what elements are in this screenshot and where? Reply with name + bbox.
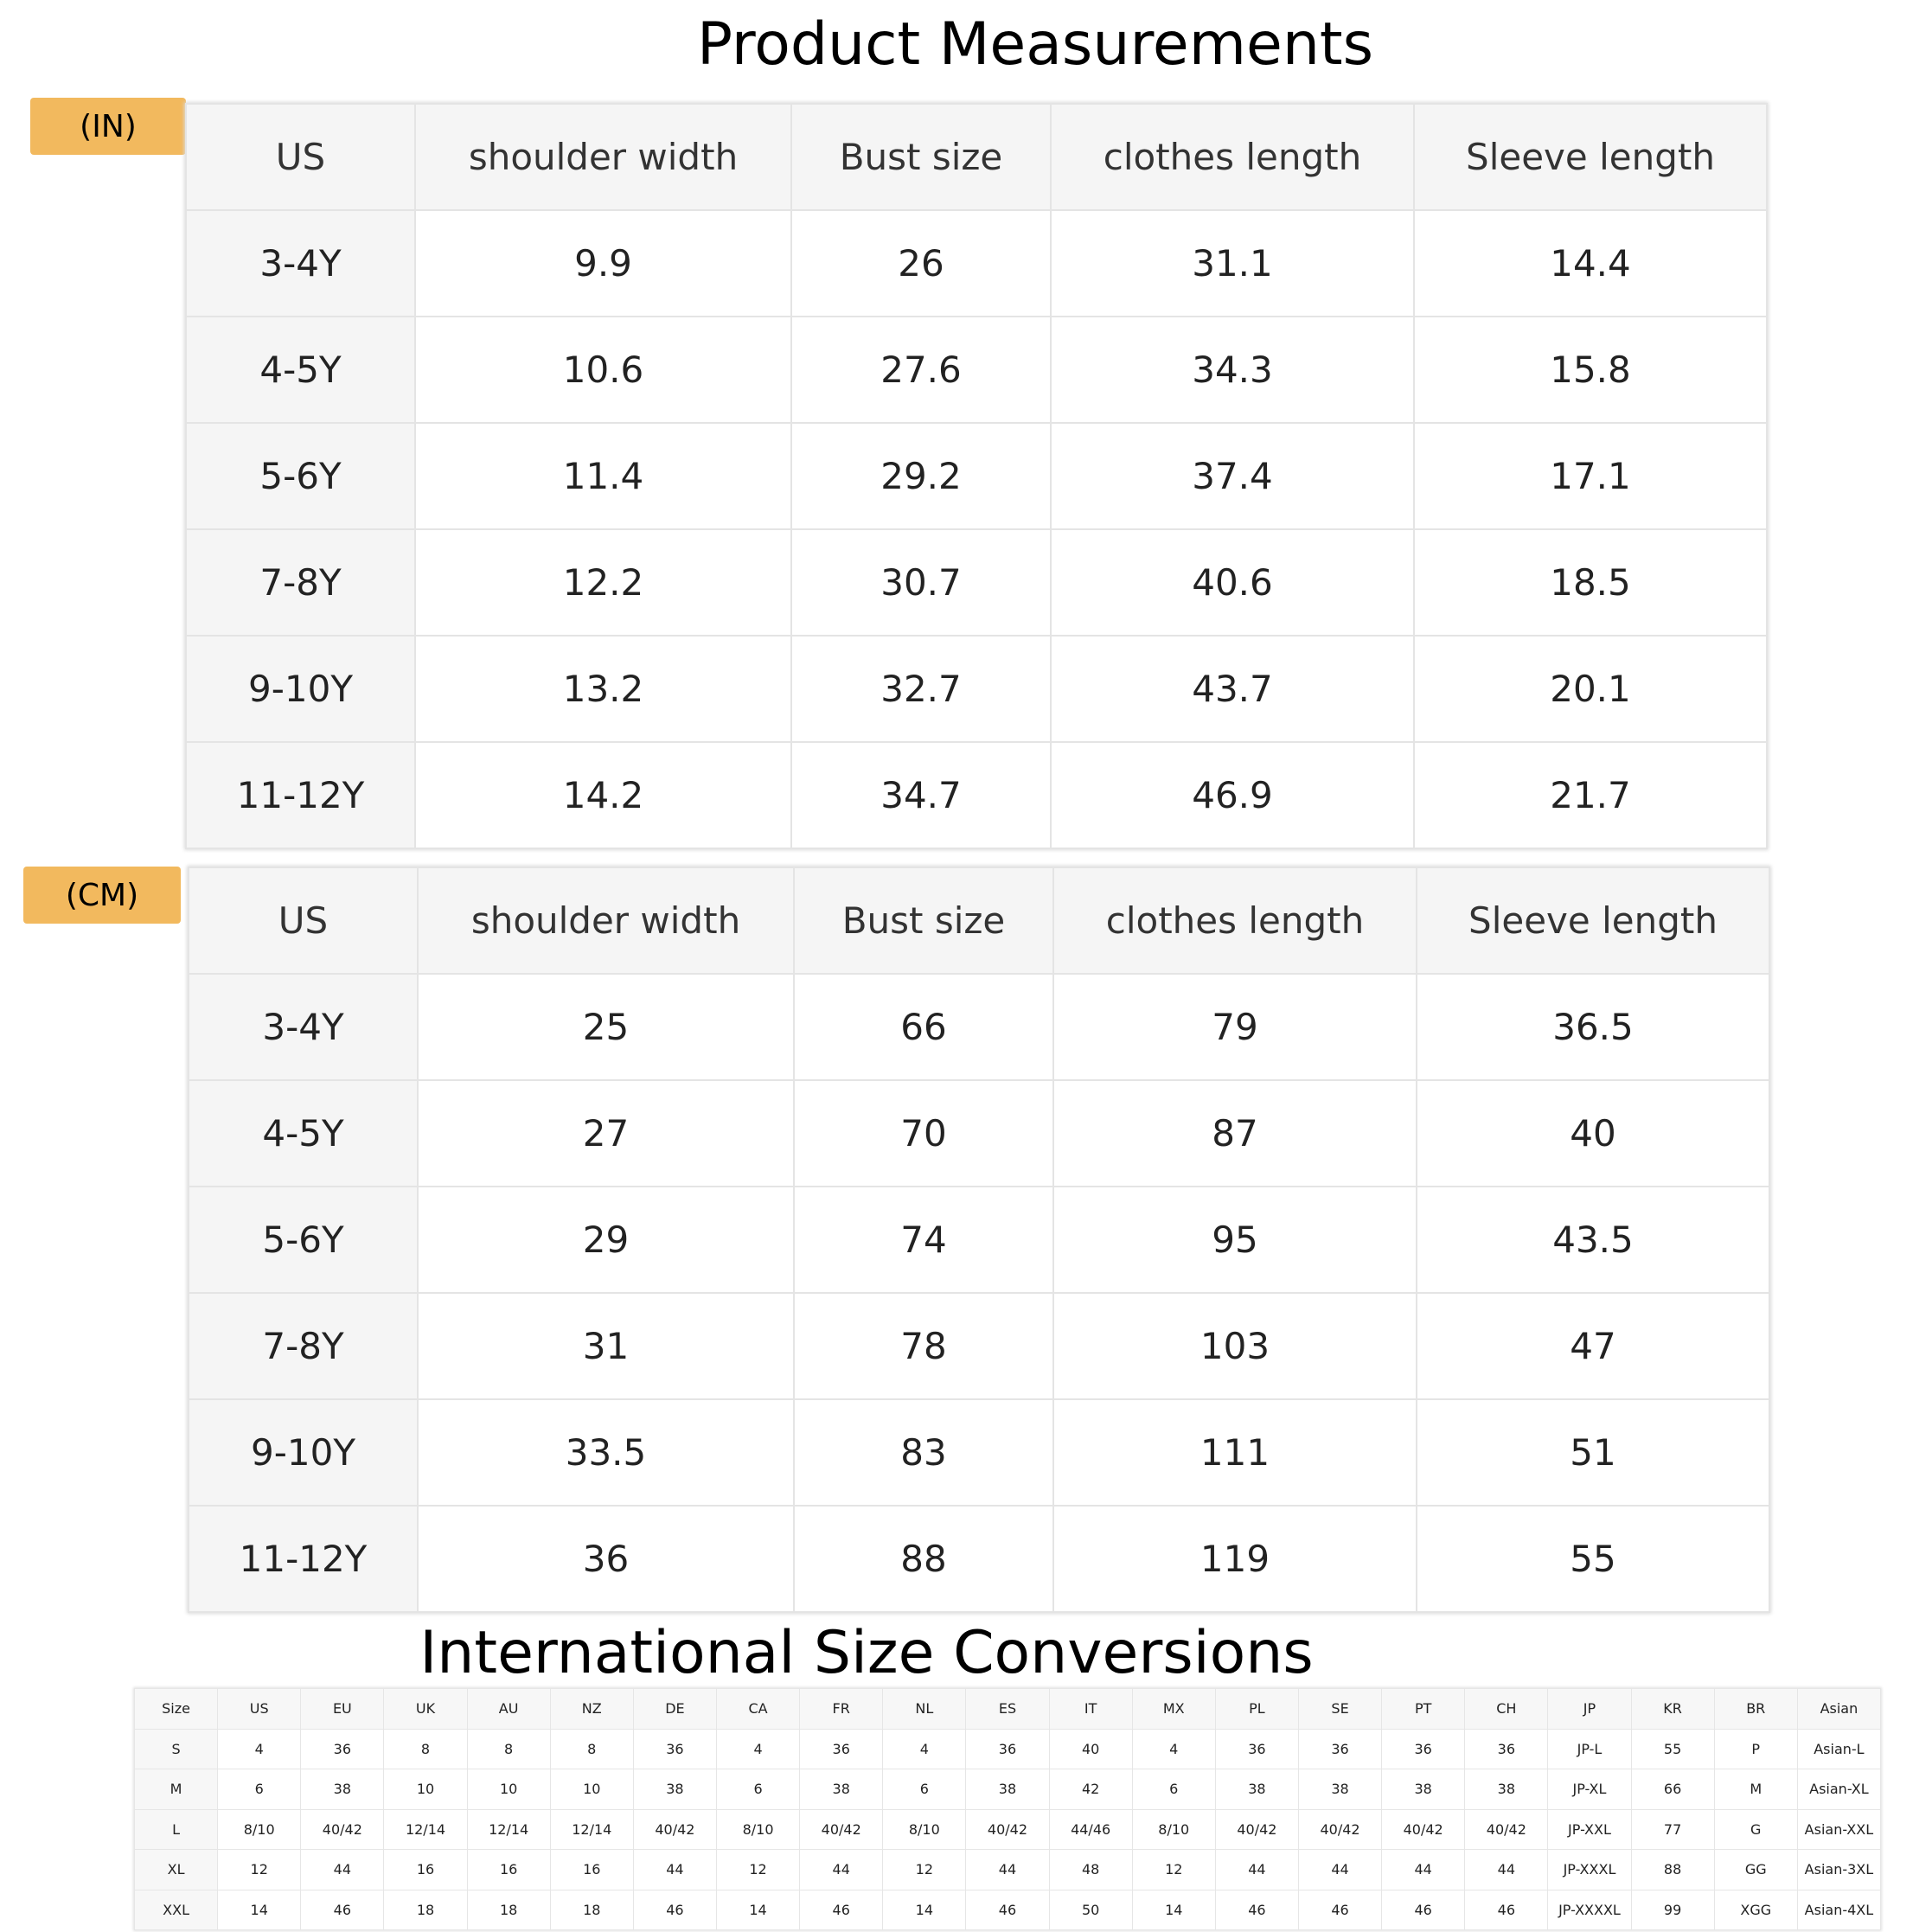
conversion-value-cell: 4 bbox=[1132, 1729, 1215, 1769]
conversion-value-cell: 36 bbox=[633, 1729, 716, 1769]
conversion-value-cell: 4 bbox=[883, 1729, 966, 1769]
cm-size-cell: 5-6Y bbox=[189, 1187, 418, 1293]
page-title: Product Measurements bbox=[696, 10, 1374, 79]
conversion-value-cell: 14 bbox=[218, 1890, 301, 1930]
cm-table-row bbox=[189, 974, 1769, 1080]
conversion-value-cell: 88 bbox=[1631, 1850, 1714, 1890]
cm-size-cell: 11-12Y bbox=[189, 1506, 418, 1612]
cm-value-cell: 33.5 bbox=[418, 1399, 794, 1506]
conversion-value-cell: 36 bbox=[1465, 1729, 1548, 1769]
cm-value-cell: 66 bbox=[794, 974, 1053, 1080]
size-conversion-table bbox=[134, 1688, 1881, 1930]
cm-value-cell: 78 bbox=[794, 1293, 1053, 1399]
conversion-value-cell: 44 bbox=[966, 1850, 1049, 1890]
conversion-value-cell: 44 bbox=[1382, 1850, 1465, 1890]
cm-table-row bbox=[189, 1399, 1769, 1506]
conversion-value-cell: 40/42 bbox=[633, 1809, 716, 1850]
conversion-value-cell: JP-L bbox=[1548, 1729, 1631, 1769]
conversion-value-cell: 8/10 bbox=[883, 1809, 966, 1850]
conversion-value-cell: 55 bbox=[1631, 1729, 1714, 1769]
cm-value-cell: 79 bbox=[1053, 974, 1417, 1080]
conversion-value-cell: 6 bbox=[716, 1769, 799, 1810]
inch-table-row bbox=[186, 423, 1767, 529]
conversion-value-cell: 38 bbox=[1215, 1769, 1298, 1810]
inch-value-cell: 30.7 bbox=[791, 529, 1051, 636]
cm-value-cell: 74 bbox=[794, 1187, 1053, 1293]
conversion-value-cell: 18 bbox=[384, 1890, 467, 1930]
conversion-value-cell: 12/14 bbox=[467, 1809, 550, 1850]
inch-value-cell: 17.1 bbox=[1414, 423, 1767, 529]
conversion-value-cell: 36 bbox=[1382, 1729, 1465, 1769]
conversion-size-cell: M bbox=[135, 1769, 218, 1810]
inch-value-cell: 14.2 bbox=[415, 742, 791, 848]
inch-header-cell: shoulder width bbox=[415, 104, 791, 210]
conversion-value-cell: 44 bbox=[633, 1850, 716, 1890]
conversion-value-cell: 8 bbox=[467, 1729, 550, 1769]
conversion-header-cell: NZ bbox=[550, 1689, 633, 1730]
conversion-value-cell: M bbox=[1714, 1769, 1797, 1810]
conversion-header-cell: JP bbox=[1548, 1689, 1631, 1730]
conversion-value-cell: 6 bbox=[883, 1769, 966, 1810]
inch-size-cell: 7-8Y bbox=[186, 529, 415, 636]
conversion-value-cell: 46 bbox=[1465, 1890, 1548, 1930]
conversion-value-cell: 44 bbox=[1465, 1850, 1548, 1890]
cm-value-cell: 25 bbox=[418, 974, 794, 1080]
conversion-value-cell: 38 bbox=[1298, 1769, 1381, 1810]
conversion-value-cell: 6 bbox=[1132, 1769, 1215, 1810]
conversion-value-cell: 40/42 bbox=[1298, 1809, 1381, 1850]
cm-measurements-table bbox=[188, 867, 1770, 1613]
conversion-value-cell: 38 bbox=[1382, 1769, 1465, 1810]
cm-value-cell: 36 bbox=[418, 1506, 794, 1612]
conversion-value-cell: 14 bbox=[716, 1890, 799, 1930]
conversion-header-cell: ES bbox=[966, 1689, 1049, 1730]
conversion-table-row bbox=[135, 1769, 1881, 1810]
conversion-value-cell: 36 bbox=[301, 1729, 384, 1769]
conversion-value-cell: 38 bbox=[301, 1769, 384, 1810]
conversion-value-cell: 44 bbox=[1298, 1850, 1381, 1890]
inch-value-cell: 29.2 bbox=[791, 423, 1051, 529]
conversion-header-cell: BR bbox=[1714, 1689, 1797, 1730]
inch-measurements-table bbox=[185, 103, 1768, 849]
conversion-header-cell: US bbox=[218, 1689, 301, 1730]
conversion-value-cell: 40/42 bbox=[1382, 1809, 1465, 1850]
conversion-size-cell: XL bbox=[135, 1850, 218, 1890]
inch-value-cell: 12.2 bbox=[415, 529, 791, 636]
conversion-header-cell: EU bbox=[301, 1689, 384, 1730]
inch-size-cell: 11-12Y bbox=[186, 742, 415, 848]
cm-table-row bbox=[189, 1187, 1769, 1293]
conversion-header-cell: CH bbox=[1465, 1689, 1548, 1730]
conversion-value-cell: 66 bbox=[1631, 1769, 1714, 1810]
cm-value-cell: 43.5 bbox=[1417, 1187, 1769, 1293]
conversion-value-cell: 12 bbox=[716, 1850, 799, 1890]
cm-value-cell: 70 bbox=[794, 1080, 1053, 1187]
inch-value-cell: 34.7 bbox=[791, 742, 1051, 848]
inch-value-cell: 27.6 bbox=[791, 317, 1051, 423]
conversion-value-cell: 4 bbox=[716, 1729, 799, 1769]
inch-value-cell: 10.6 bbox=[415, 317, 791, 423]
conversion-size-cell: XXL bbox=[135, 1890, 218, 1930]
conversion-value-cell: 44 bbox=[800, 1850, 883, 1890]
inch-size-cell: 4-5Y bbox=[186, 317, 415, 423]
conversion-value-cell: 46 bbox=[1298, 1890, 1381, 1930]
inch-header-cell: US bbox=[186, 104, 415, 210]
conversion-value-cell: JP-XXXL bbox=[1548, 1850, 1631, 1890]
conversion-value-cell: 16 bbox=[467, 1850, 550, 1890]
conversion-value-cell: 38 bbox=[966, 1769, 1049, 1810]
inch-value-cell: 32.7 bbox=[791, 636, 1051, 742]
conversion-header-cell: IT bbox=[1049, 1689, 1132, 1730]
conversion-value-cell: 40 bbox=[1049, 1729, 1132, 1769]
conversion-value-cell: 8/10 bbox=[218, 1809, 301, 1850]
inch-value-cell: 46.9 bbox=[1051, 742, 1414, 848]
cm-size-cell: 7-8Y bbox=[189, 1293, 418, 1399]
cm-header-cell: US bbox=[189, 867, 418, 974]
inch-value-cell: 18.5 bbox=[1414, 529, 1767, 636]
conversion-value-cell: 18 bbox=[550, 1890, 633, 1930]
conversion-header-cell: KR bbox=[1631, 1689, 1714, 1730]
cm-header-cell: Bust size bbox=[794, 867, 1053, 974]
conversion-header-cell: PT bbox=[1382, 1689, 1465, 1730]
conversion-value-cell: 40/42 bbox=[1215, 1809, 1298, 1850]
conversion-value-cell: 18 bbox=[467, 1890, 550, 1930]
conversion-value-cell: 40/42 bbox=[301, 1809, 384, 1850]
cm-value-cell: 55 bbox=[1417, 1506, 1769, 1612]
inch-value-cell: 21.7 bbox=[1414, 742, 1767, 848]
conversion-header-row bbox=[135, 1689, 1881, 1730]
inch-table-row bbox=[186, 210, 1767, 317]
conversion-value-cell: 38 bbox=[800, 1769, 883, 1810]
conversion-header-cell: MX bbox=[1132, 1689, 1215, 1730]
inch-value-cell: 43.7 bbox=[1051, 636, 1414, 742]
inch-value-cell: 15.8 bbox=[1414, 317, 1767, 423]
conversion-value-cell: 36 bbox=[1298, 1729, 1381, 1769]
conversion-value-cell: 16 bbox=[384, 1850, 467, 1890]
cm-value-cell: 95 bbox=[1053, 1187, 1417, 1293]
conversion-value-cell: 10 bbox=[467, 1769, 550, 1810]
inch-value-cell: 40.6 bbox=[1051, 529, 1414, 636]
conversion-size-cell: S bbox=[135, 1729, 218, 1769]
inch-value-cell: 20.1 bbox=[1414, 636, 1767, 742]
cm-value-cell: 36.5 bbox=[1417, 974, 1769, 1080]
cm-unit-badge: (CM) bbox=[23, 867, 181, 924]
conversion-table-row bbox=[135, 1809, 1881, 1850]
cm-value-cell: 51 bbox=[1417, 1399, 1769, 1506]
conversion-value-cell: 8/10 bbox=[1132, 1809, 1215, 1850]
cm-table-row bbox=[189, 1080, 1769, 1187]
cm-value-cell: 29 bbox=[418, 1187, 794, 1293]
cm-value-cell: 119 bbox=[1053, 1506, 1417, 1612]
conversion-value-cell: 40/42 bbox=[800, 1809, 883, 1850]
conversion-value-cell: 8 bbox=[384, 1729, 467, 1769]
inch-value-cell: 37.4 bbox=[1051, 423, 1414, 529]
conversion-value-cell: 8/10 bbox=[716, 1809, 799, 1850]
conversion-header-cell: DE bbox=[633, 1689, 716, 1730]
conversion-value-cell: 50 bbox=[1049, 1890, 1132, 1930]
cm-size-cell: 4-5Y bbox=[189, 1080, 418, 1187]
conversion-value-cell: 46 bbox=[1382, 1890, 1465, 1930]
conversion-table-row bbox=[135, 1729, 1881, 1769]
conversion-value-cell: Asian-4XL bbox=[1797, 1890, 1880, 1930]
conversion-header-cell: CA bbox=[716, 1689, 799, 1730]
conversion-value-cell: 38 bbox=[1465, 1769, 1548, 1810]
conversion-header-cell: AU bbox=[467, 1689, 550, 1730]
conversion-value-cell: 12/14 bbox=[550, 1809, 633, 1850]
conversion-value-cell: JP-XL bbox=[1548, 1769, 1631, 1810]
conversion-value-cell: 12 bbox=[1132, 1850, 1215, 1890]
inch-value-cell: 9.9 bbox=[415, 210, 791, 317]
conversion-value-cell: XGG bbox=[1714, 1890, 1797, 1930]
conversion-value-cell: 40/42 bbox=[1465, 1809, 1548, 1850]
conversion-value-cell: 46 bbox=[800, 1890, 883, 1930]
inch-header-cell: clothes length bbox=[1051, 104, 1414, 210]
conversion-value-cell: 12 bbox=[218, 1850, 301, 1890]
inch-table-row bbox=[186, 317, 1767, 423]
cm-header-row bbox=[189, 867, 1769, 974]
conversion-header-cell: PL bbox=[1215, 1689, 1298, 1730]
conversion-table-row bbox=[135, 1890, 1881, 1930]
cm-value-cell: 47 bbox=[1417, 1293, 1769, 1399]
inch-size-cell: 5-6Y bbox=[186, 423, 415, 529]
inch-value-cell: 26 bbox=[791, 210, 1051, 317]
inch-unit-badge: (IN) bbox=[30, 98, 186, 155]
inch-value-cell: 14.4 bbox=[1414, 210, 1767, 317]
inch-size-cell: 3-4Y bbox=[186, 210, 415, 317]
cm-value-cell: 27 bbox=[418, 1080, 794, 1187]
conversion-value-cell: GG bbox=[1714, 1850, 1797, 1890]
conversion-value-cell: JP-XXXXL bbox=[1548, 1890, 1631, 1930]
conversion-header-cell: FR bbox=[800, 1689, 883, 1730]
conversion-value-cell: 36 bbox=[800, 1729, 883, 1769]
conversion-value-cell: P bbox=[1714, 1729, 1797, 1769]
cm-table-row bbox=[189, 1293, 1769, 1399]
conversion-value-cell: 12 bbox=[883, 1850, 966, 1890]
cm-value-cell: 83 bbox=[794, 1399, 1053, 1506]
cm-table-row bbox=[189, 1506, 1769, 1612]
conversion-value-cell: 4 bbox=[218, 1729, 301, 1769]
conversion-value-cell: 14 bbox=[1132, 1890, 1215, 1930]
inch-value-cell: 34.3 bbox=[1051, 317, 1414, 423]
conversion-value-cell: Asian-XL bbox=[1797, 1769, 1880, 1810]
conversion-header-cell: SE bbox=[1298, 1689, 1381, 1730]
conversion-value-cell: Asian-3XL bbox=[1797, 1850, 1880, 1890]
conversion-value-cell: 10 bbox=[384, 1769, 467, 1810]
cm-header-cell: clothes length bbox=[1053, 867, 1417, 974]
conversion-header-cell: UK bbox=[384, 1689, 467, 1730]
inch-header-row bbox=[186, 104, 1767, 210]
inch-size-cell: 9-10Y bbox=[186, 636, 415, 742]
conversion-value-cell: 40/42 bbox=[966, 1809, 1049, 1850]
cm-value-cell: 103 bbox=[1053, 1293, 1417, 1399]
conversion-value-cell: 36 bbox=[1215, 1729, 1298, 1769]
cm-value-cell: 88 bbox=[794, 1506, 1053, 1612]
conversion-value-cell: JP-XXL bbox=[1548, 1809, 1631, 1850]
conversion-value-cell: Asian-XXL bbox=[1797, 1809, 1880, 1850]
conversion-title: International Size Conversions bbox=[419, 1619, 1314, 1687]
conversion-value-cell: 44 bbox=[301, 1850, 384, 1890]
conversion-value-cell: 36 bbox=[966, 1729, 1049, 1769]
conversion-header-cell: Asian bbox=[1797, 1689, 1880, 1730]
conversion-value-cell: 46 bbox=[966, 1890, 1049, 1930]
conversion-value-cell: 6 bbox=[218, 1769, 301, 1810]
conversion-value-cell: 99 bbox=[1631, 1890, 1714, 1930]
conversion-value-cell: Asian-L bbox=[1797, 1729, 1880, 1769]
inch-table-row bbox=[186, 529, 1767, 636]
conversion-value-cell: 10 bbox=[550, 1769, 633, 1810]
conversion-value-cell: 44/46 bbox=[1049, 1809, 1132, 1850]
conversion-value-cell: 46 bbox=[301, 1890, 384, 1930]
conversion-value-cell: 44 bbox=[1215, 1850, 1298, 1890]
conversion-table-row bbox=[135, 1850, 1881, 1890]
conversion-value-cell: 46 bbox=[1215, 1890, 1298, 1930]
cm-value-cell: 31 bbox=[418, 1293, 794, 1399]
cm-size-cell: 3-4Y bbox=[189, 974, 418, 1080]
inch-value-cell: 31.1 bbox=[1051, 210, 1414, 317]
conversion-header-cell: Size bbox=[135, 1689, 218, 1730]
cm-header-cell: shoulder width bbox=[418, 867, 794, 974]
cm-size-cell: 9-10Y bbox=[189, 1399, 418, 1506]
inch-header-cell: Sleeve length bbox=[1414, 104, 1767, 210]
inch-header-cell: Bust size bbox=[791, 104, 1051, 210]
cm-value-cell: 111 bbox=[1053, 1399, 1417, 1506]
conversion-value-cell: 46 bbox=[633, 1890, 716, 1930]
conversion-value-cell: 38 bbox=[633, 1769, 716, 1810]
conversion-value-cell: 77 bbox=[1631, 1809, 1714, 1850]
conversion-value-cell: G bbox=[1714, 1809, 1797, 1850]
conversion-value-cell: 8 bbox=[550, 1729, 633, 1769]
inch-value-cell: 13.2 bbox=[415, 636, 791, 742]
inch-value-cell: 11.4 bbox=[415, 423, 791, 529]
conversion-size-cell: L bbox=[135, 1809, 218, 1850]
cm-value-cell: 87 bbox=[1053, 1080, 1417, 1187]
conversion-value-cell: 48 bbox=[1049, 1850, 1132, 1890]
cm-value-cell: 40 bbox=[1417, 1080, 1769, 1187]
conversion-header-cell: NL bbox=[883, 1689, 966, 1730]
cm-header-cell: Sleeve length bbox=[1417, 867, 1769, 974]
conversion-value-cell: 16 bbox=[550, 1850, 633, 1890]
inch-table-row bbox=[186, 636, 1767, 742]
conversion-value-cell: 14 bbox=[883, 1890, 966, 1930]
conversion-value-cell: 12/14 bbox=[384, 1809, 467, 1850]
conversion-value-cell: 42 bbox=[1049, 1769, 1132, 1810]
inch-table-row bbox=[186, 742, 1767, 848]
